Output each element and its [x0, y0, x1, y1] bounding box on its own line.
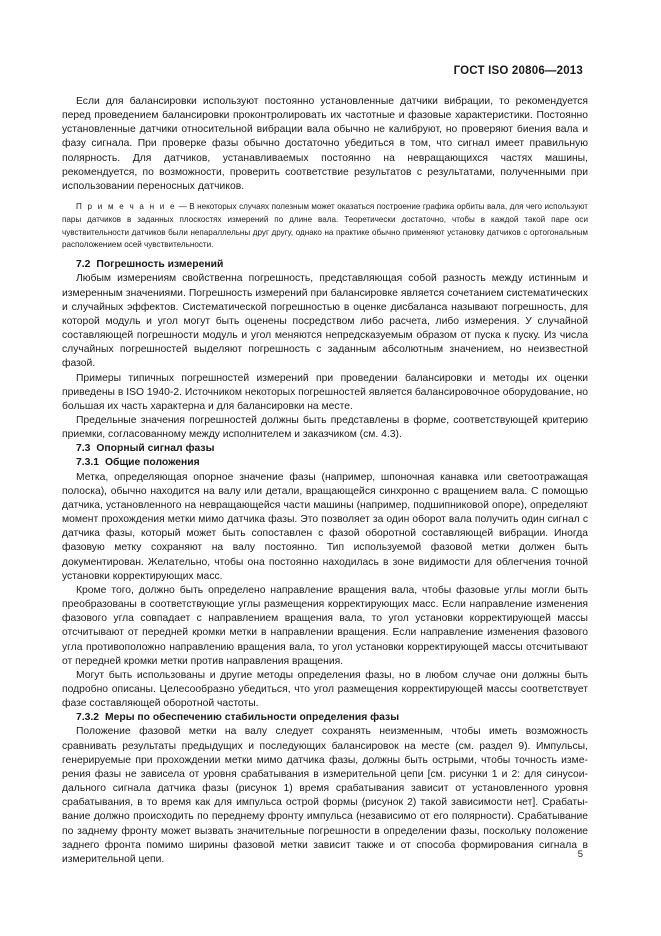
- section-heading-7-2: [62, 258, 588, 272]
- section-title: Погрешность измерений: [96, 259, 224, 271]
- paragraph-sensor-check: Если для балансировки используют постоянно установленные датчики вибрации, то рекомендуется перед проведением балансировки проконтролировать их частотные и фазовые характеристики. Постоянно установленные датчики относительной вибрации вала обычно не калибруют, но проверяют биения вала и фазу сигнала. При проверке фазы обычно достаточно убедиться в том, что сигнал имеет правильную полярность. Для датчиков, устанавливаемых постоянно на невращающихся частях машины, рекомендуется, по возможности, проверить соответствие результатов с результатами, полученными при использовании переносных датчиков.: [62, 96, 588, 192]
- section-title: Меры по обеспечению стабильности определения фазы: [105, 712, 400, 724]
- page-body: [62, 95, 588, 867]
- paragraph-7-3-1-3: Могут быть использованы и другие методы определения фазы, но в любом случае они должны быть подробно описаны. Целесообразно убедиться, что угол размещения корректирующей массы соответствует фазе составляющей оборотной частоты.: [62, 669, 588, 710]
- section-heading-7-3: [62, 442, 588, 456]
- paragraph-7-2-2: Примеры типичных погрешностей измерений при проведении балансировки и методы их оценки приведены в ISO 1940-2. Источником некоторых погрешностей является балансировочное оборудование, но большая их часть характерна и для балансировки на месте.: [62, 372, 588, 412]
- paragraph-7-3-1-2: Кроме того, должно быть определено направление вращения вала, чтобы фазовые углы могли быть преобразованы в соответствующие углы размещения корректирующих масс. Если направление изменения фазового угла совпадает с направлением вращения вала, то угол установки корректирующей массы отсчитывают от передней кромки метки в направлении вращения. Если направление изменения фазового угла противоположно направлению вращения вала, то угол установки корректирующей массы отсчитывают от передней кромки метки против направления вращения.: [62, 584, 588, 667]
- section-number: 7.2: [76, 259, 91, 271]
- section-number: 7.3.2: [76, 712, 100, 724]
- paragraph-7-2-1: Любым измерениям свойственна погрешность, представляющая собой разность между истинным и измеренным значениями. Погрешность измерений при балансировке является сочетанием систематических и случайных эффектов. Систематической погрешностью в оценке дисбаланса называют погрешность, для которой модуль и угол могут быть оценены посредством либо расчета, либо измерения. У случайной составляющей погрешности модуль и угол меняются непредсказуемым образом от пуска к пуску. Из числа случайных погрешностей выделяют погрешность с заданным абсолютным значением, но неизвестной фазой.: [62, 273, 588, 370]
- note-text: — В некоторых случаях полезным может оказаться построение графика орбиты вала, для чего используют пары датчиков в заданных плоскостях измерений по длине вала. Теоретически достаточно, чтобы в каждой такой паре оси чувствительности датчиков были непараллельны друг другу, однако на практике обычно применяют установку датчиков с ортогональным расположением осей чувствительности.: [62, 202, 588, 250]
- section-heading-7-3-1: [62, 456, 588, 470]
- section-number: 7.3: [76, 443, 91, 455]
- note-label: П р и м е ч а н и е: [76, 202, 177, 212]
- standard-header: ГОСТ ISO 20806—2013: [453, 65, 583, 77]
- page-number: 5: [577, 849, 583, 860]
- paragraph-7-3-2-1: Положение фазовой метки на валу следует сохранять неизменным, чтобы иметь возможность сравнивать результаты предыдущих и последующих балансировок на месте (см. раздел 9). Импульсы, генерируемые при прохождении метки мимо датчика фазы, должны быть острыми, чтобы точность измерения фазы не зависела от уровня срабатывания в измерительной цепи [см. рисунки 1 и 2: для синусоидального сигнала датчика фазы (рисунок 1) время срабатывания зависит от установленного уровня срабатывания, в то время как для импульса острой формы (рисунок 2) такой зависимости нет]. Срабатывание должно происходить по переднему фронту импульса (независимо от его полярности). Срабатывание по заднему фронту может вызвать значительные погрешности в определении фазы, поскольку положение заднего фронта помимо ширины фазовой метки зависит также и от способа формирования сигнала в измерительной цепи.: [62, 726, 588, 865]
- paragraph-7-2-3: Предельные значения погрешностей должны быть представлены в форме, соответствующей критерию приемки, согласованному между исполнителем и заказчиком (см. 4.3).: [62, 415, 588, 441]
- section-number: 7.3.1: [76, 457, 100, 469]
- note-orbit-plot: [62, 201, 588, 252]
- paragraph-7-3-1-1: Метка, определяющая опорное значение фазы (например, шпоночная канавка или светоотражащая полоска), обычно находится на валу или детали, вращающейся синхронно с вращением вала. С помощью датчика, установленного на невращающейся части машины (например, подшипниковой опоре), определяют момент прохождения метки мимо датчика фазы. Это позволяет за один оборот вала получить один сигнал с датчика фазы, который может быть сопоставлен с фазой оборотной составляющей вибрации. Иногда фазовую метку сохраняют на валу постоянно. Тип используемой фазовой метки должен быть документирован. Желательно, чтобы она постоянно находилась в зоне видимости для облегчения точной установки корректирующих масс.: [62, 471, 588, 582]
- section-title: Общие положения: [105, 457, 200, 469]
- section-heading-7-3-2: [62, 711, 588, 725]
- section-title: Опорный сигнал фазы: [96, 443, 215, 455]
